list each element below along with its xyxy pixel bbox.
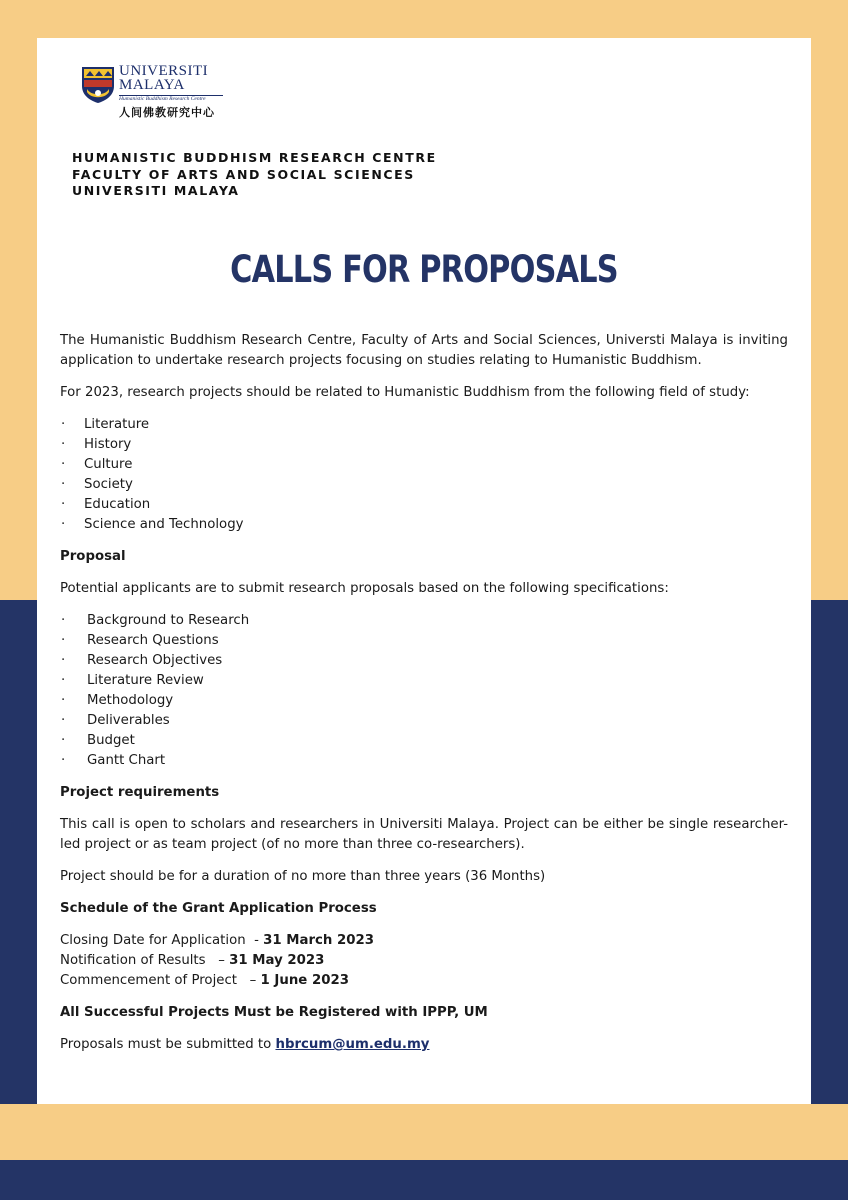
bullet-icon: · xyxy=(61,437,66,452)
email-link[interactable]: hbrcum@um.edu.my xyxy=(275,1037,430,1052)
schedule-heading: Schedule of the Grant Application Process xyxy=(60,901,377,916)
list-item: · History xyxy=(60,435,788,455)
org-university: UNIVERSITI MALAYA xyxy=(72,183,240,198)
bullet-icon: · xyxy=(61,633,66,648)
intro-paragraph: The Humanistic Buddhism Research Centre, Faculty of Arts and Social Sciences, Universti Malaya is inviting application to undertake research projects focusing on studies relating to Humanistic Buddhism. xyxy=(60,333,788,368)
bullet-icon: · xyxy=(61,693,66,708)
proposal-spec-list xyxy=(60,611,788,771)
logo-malaya-word: MALAYA xyxy=(119,77,185,93)
document-body xyxy=(60,331,788,1055)
schedule-label: Commencement of Project – xyxy=(60,973,261,988)
list-item: · Background to Research xyxy=(60,611,788,631)
schedule-date: 31 May 2023 xyxy=(229,953,325,968)
list-item: · Society xyxy=(60,475,788,495)
page-title: CALLS FOR PROPOSALS xyxy=(230,248,618,291)
list-item: · Methodology xyxy=(60,691,788,711)
duration-text: Project should be for a duration of no more than three years (36 Months) xyxy=(60,869,546,884)
schedule-row xyxy=(60,971,788,991)
registration-note: All Successful Projects Must be Registered with IPPP, UM xyxy=(60,1005,488,1020)
list-item: · Science and Technology xyxy=(60,515,788,535)
schedule-date: 31 March 2023 xyxy=(263,933,375,948)
bullet-icon: · xyxy=(61,477,66,492)
schedule-list xyxy=(60,931,788,991)
bullet-icon: · xyxy=(61,733,66,748)
schedule-date: 1 June 2023 xyxy=(260,973,349,988)
organization-header xyxy=(72,150,437,200)
crest-icon xyxy=(81,66,115,104)
bullet-icon: · xyxy=(61,713,66,728)
list-item: · Budget xyxy=(60,731,788,751)
requirements-text: This call is open to scholars and researchers in Universiti Malaya. Project can be either be single researcher-led project or as team project (of no more than three co-researchers). xyxy=(60,817,788,852)
bullet-icon: · xyxy=(61,753,66,768)
schedule-row xyxy=(60,931,788,951)
org-centre: HUMANISTIC BUDDHISM RESEARCH CENTRE xyxy=(72,150,437,165)
list-item: · Literature Review xyxy=(60,671,788,691)
list-item: · Deliverables xyxy=(60,711,788,731)
schedule-label: Closing Date for Application - xyxy=(60,933,264,948)
bullet-icon: · xyxy=(61,417,66,432)
proposal-heading: Proposal xyxy=(60,549,126,564)
document-card xyxy=(37,38,811,1104)
list-item: · Gantt Chart xyxy=(60,751,788,771)
bullet-icon: · xyxy=(61,613,66,628)
background-peach-band xyxy=(0,1104,848,1160)
bullet-icon: · xyxy=(61,673,66,688)
bullet-icon: · xyxy=(61,517,66,532)
submission-text: Proposals must be submitted to xyxy=(60,1037,276,1052)
list-item: · Research Questions xyxy=(60,631,788,651)
bullet-icon: · xyxy=(61,653,66,668)
bullet-icon: · xyxy=(61,457,66,472)
university-logo xyxy=(81,64,231,124)
fields-list xyxy=(60,415,788,535)
list-item: · Education xyxy=(60,495,788,515)
bullet-icon: · xyxy=(61,497,66,512)
list-item: · Culture xyxy=(60,455,788,475)
list-item: · Literature xyxy=(60,415,788,435)
proposal-intro: Potential applicants are to submit research proposals based on the following specifications: xyxy=(60,581,669,596)
org-faculty: FACULTY OF ARTS AND SOCIAL SCIENCES xyxy=(72,166,415,182)
fields-intro: For 2023, research projects should be related to Humanistic Buddhism from the following field of study: xyxy=(60,385,750,400)
list-item: · Research Objectives xyxy=(60,651,788,671)
requirements-heading: Project requirements xyxy=(60,785,220,800)
schedule-label: Notification of Results – xyxy=(60,953,230,968)
schedule-row xyxy=(60,951,788,971)
logo-university-word: UNIVERSITI xyxy=(119,63,209,79)
submission-line xyxy=(60,1035,788,1055)
logo-subtitle: Humanistic Buddhism Research Centre xyxy=(119,96,206,102)
logo-chinese-name: 人间佛教研究中心 xyxy=(119,106,215,119)
